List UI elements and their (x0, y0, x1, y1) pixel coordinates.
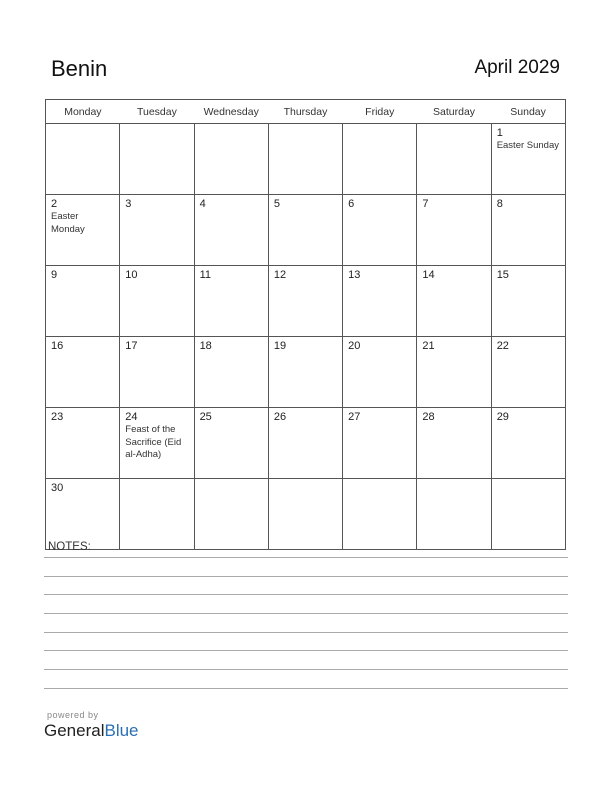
calendar-day-cell[interactable] (46, 479, 120, 550)
calendar-day-cell[interactable] (46, 408, 120, 479)
calendar-day-cell[interactable] (268, 195, 342, 266)
calendar-day-cell[interactable] (268, 124, 342, 195)
day-number: 28 (422, 411, 435, 423)
holiday-label: Feast of the Sacrifice (Eid al-Adha) (125, 424, 182, 460)
day-number: 15 (496, 269, 509, 281)
day-number: 30 (51, 482, 64, 494)
day-number: 20 (348, 340, 361, 352)
calendar-grid (45, 99, 566, 550)
country-title: Benin (51, 56, 108, 81)
holiday-label: Easter Monday (51, 211, 85, 235)
day-number: 13 (348, 269, 361, 281)
calendar-day-cell[interactable] (417, 266, 491, 337)
calendar-day-cell[interactable] (120, 337, 194, 408)
day-number: 6 (348, 198, 355, 210)
calendar-day-cell[interactable] (194, 479, 268, 550)
day-number: 7 (422, 198, 429, 210)
calendar-day-cell[interactable] (268, 337, 342, 408)
day-number: 8 (496, 198, 503, 210)
calendar-week-row (46, 479, 566, 550)
day-number: 12 (273, 269, 287, 281)
calendar-day-cell[interactable] (46, 337, 120, 408)
calendar-day-cell[interactable] (491, 337, 565, 408)
note-line (44, 669, 568, 670)
calendar-day-cell[interactable] (491, 479, 565, 550)
note-line (44, 594, 568, 595)
brand-general: General (44, 721, 105, 740)
calendar-day-cell[interactable] (491, 266, 565, 337)
note-line (44, 650, 568, 651)
calendar-day-cell[interactable] (343, 479, 417, 550)
calendar-day-cell[interactable] (417, 408, 491, 479)
note-line (44, 613, 568, 614)
calendar-day-cell[interactable] (417, 195, 491, 266)
note-line (44, 632, 568, 633)
day-number: 17 (125, 340, 138, 352)
day-number: 22 (496, 340, 509, 352)
powered-by-text: powered by (47, 710, 99, 720)
day-number: 18 (199, 340, 212, 352)
calendar-day-cell[interactable] (491, 124, 565, 195)
weekday-header-row (46, 100, 566, 124)
note-line (44, 557, 568, 558)
day-number: 27 (348, 411, 361, 423)
calendar-week-row (46, 124, 566, 195)
note-line (44, 688, 568, 689)
calendar-day-cell[interactable] (343, 337, 417, 408)
note-line (44, 576, 568, 577)
calendar-day-cell[interactable] (417, 337, 491, 408)
weekday-header: Friday (343, 100, 417, 124)
calendar-day-cell[interactable] (491, 195, 565, 266)
calendar-day-cell[interactable] (194, 195, 268, 266)
calendar-day-cell[interactable] (194, 266, 268, 337)
day-number: 2 (51, 198, 58, 210)
calendar-week-row (46, 266, 566, 337)
calendar-day-cell[interactable] (120, 124, 194, 195)
calendar-day-cell[interactable] (417, 124, 491, 195)
holiday-label: Easter Sunday (496, 140, 560, 151)
day-number: 14 (422, 269, 435, 281)
calendar-day-cell[interactable] (343, 408, 417, 479)
calendar-day-cell[interactable] (194, 408, 268, 479)
day-number: 3 (125, 198, 132, 210)
calendar-day-cell[interactable] (120, 195, 194, 266)
day-number: 24 (125, 411, 138, 423)
day-number: 16 (51, 340, 64, 352)
day-number: 19 (273, 340, 287, 352)
day-number: 1 (496, 127, 503, 139)
weekday-header: Thursday (268, 100, 342, 124)
calendar-day-cell[interactable] (46, 266, 120, 337)
calendar-day-cell[interactable] (343, 195, 417, 266)
brand-blue: Blue (104, 721, 139, 740)
brand-logo[interactable] (44, 721, 139, 741)
calendar-day-cell[interactable] (120, 479, 194, 550)
calendar-day-cell[interactable] (194, 124, 268, 195)
calendar-day-cell[interactable] (46, 124, 120, 195)
calendar-day-cell[interactable] (268, 266, 342, 337)
calendar-day-cell[interactable] (343, 266, 417, 337)
notes-label: NOTES: (48, 541, 91, 553)
month-year-title: April 2029 (474, 57, 560, 78)
calendar-day-cell[interactable] (120, 266, 194, 337)
day-number: 26 (273, 411, 287, 423)
calendar-week-row (46, 337, 566, 408)
day-number: 10 (125, 269, 138, 281)
calendar-day-cell[interactable] (417, 479, 491, 550)
calendar-day-cell[interactable] (46, 195, 120, 266)
calendar-day-cell[interactable] (491, 408, 565, 479)
day-number: 23 (51, 411, 64, 423)
weekday-header: Sunday (491, 100, 565, 124)
calendar-day-cell[interactable] (268, 479, 342, 550)
weekday-header: Monday (46, 100, 120, 124)
day-number: 9 (51, 269, 58, 281)
day-number: 5 (273, 198, 280, 210)
day-number: 4 (199, 198, 206, 210)
calendar-day-cell[interactable] (194, 337, 268, 408)
day-number: 25 (199, 411, 212, 423)
calendar-day-cell[interactable] (268, 408, 342, 479)
day-number: 21 (422, 340, 435, 352)
weekday-header: Tuesday (120, 100, 194, 124)
calendar-week-row (46, 195, 566, 266)
day-number: 29 (496, 411, 509, 423)
day-number: 11 (199, 269, 211, 281)
weekday-header: Wednesday (194, 100, 268, 124)
weekday-header: Saturday (417, 100, 491, 124)
calendar-day-cell[interactable] (343, 124, 417, 195)
calendar-day-cell[interactable] (120, 408, 194, 479)
calendar-week-row (46, 408, 566, 479)
